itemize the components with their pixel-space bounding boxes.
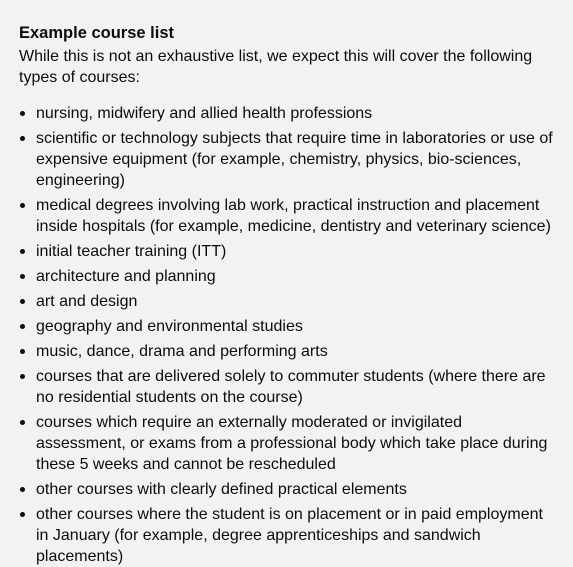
list-item — [19, 128, 554, 191]
bullet-icon — [20, 324, 25, 329]
bullet-icon — [20, 487, 25, 492]
list-item — [19, 341, 554, 362]
bullet-icon — [20, 374, 25, 379]
bullet-icon — [20, 249, 25, 254]
bullet-icon — [20, 299, 25, 304]
list-item-text: courses which require an externally moderated or invigilated assessment, or exams from a professional body which take place during these 5 weeks and cannot be rescheduled — [36, 414, 548, 473]
bullet-icon — [20, 274, 25, 279]
bullet-icon — [20, 349, 25, 354]
bullet-icon — [20, 420, 25, 425]
section-heading: Example course list — [19, 24, 174, 42]
list-item — [19, 241, 554, 262]
list-item-text: nursing, midwifery and allied health professions — [36, 105, 373, 122]
bullet-icon — [20, 136, 25, 141]
list-item — [19, 103, 554, 124]
list-item-text: geography and environmental studies — [36, 318, 303, 335]
list-item-text: music, dance, drama and performing arts — [36, 343, 328, 360]
intro-paragraph: While this is not an exhaustive list, we expect this will cover the following types of courses: — [19, 48, 533, 86]
bullet-icon — [20, 512, 25, 517]
list-item-text: other courses where the student is on placement or in paid employment in January (for example, degree apprenticeships and sandwich placements) — [36, 506, 543, 565]
list-item-text: other courses with clearly defined practical elements — [36, 481, 407, 498]
list-item — [19, 195, 554, 237]
bullet-icon — [20, 111, 25, 116]
list-item-text: medical degrees involving lab work, practical instruction and placement inside hospitals (for example, medicine, dentistry and veterinary science) — [36, 197, 551, 235]
list-item — [19, 504, 554, 567]
course-list — [19, 103, 554, 567]
bullet-icon — [20, 203, 25, 208]
list-item — [19, 412, 554, 475]
list-item — [19, 366, 554, 408]
list-item-text: architecture and planning — [36, 268, 216, 285]
list-item-text: art and design — [36, 293, 138, 310]
list-item-text: initial teacher training (ITT) — [36, 243, 227, 260]
list-item — [19, 291, 554, 312]
list-item — [19, 316, 554, 337]
list-item — [19, 479, 554, 500]
list-item — [19, 266, 554, 287]
list-item-text: courses that are delivered solely to commuter students (where there are no residential students on the course) — [36, 368, 546, 406]
list-item-text: scientific or technology subjects that require time in laboratories or use of expensive equipment (for example, chemistry, physics, bio-sciences, engineering) — [36, 130, 553, 189]
